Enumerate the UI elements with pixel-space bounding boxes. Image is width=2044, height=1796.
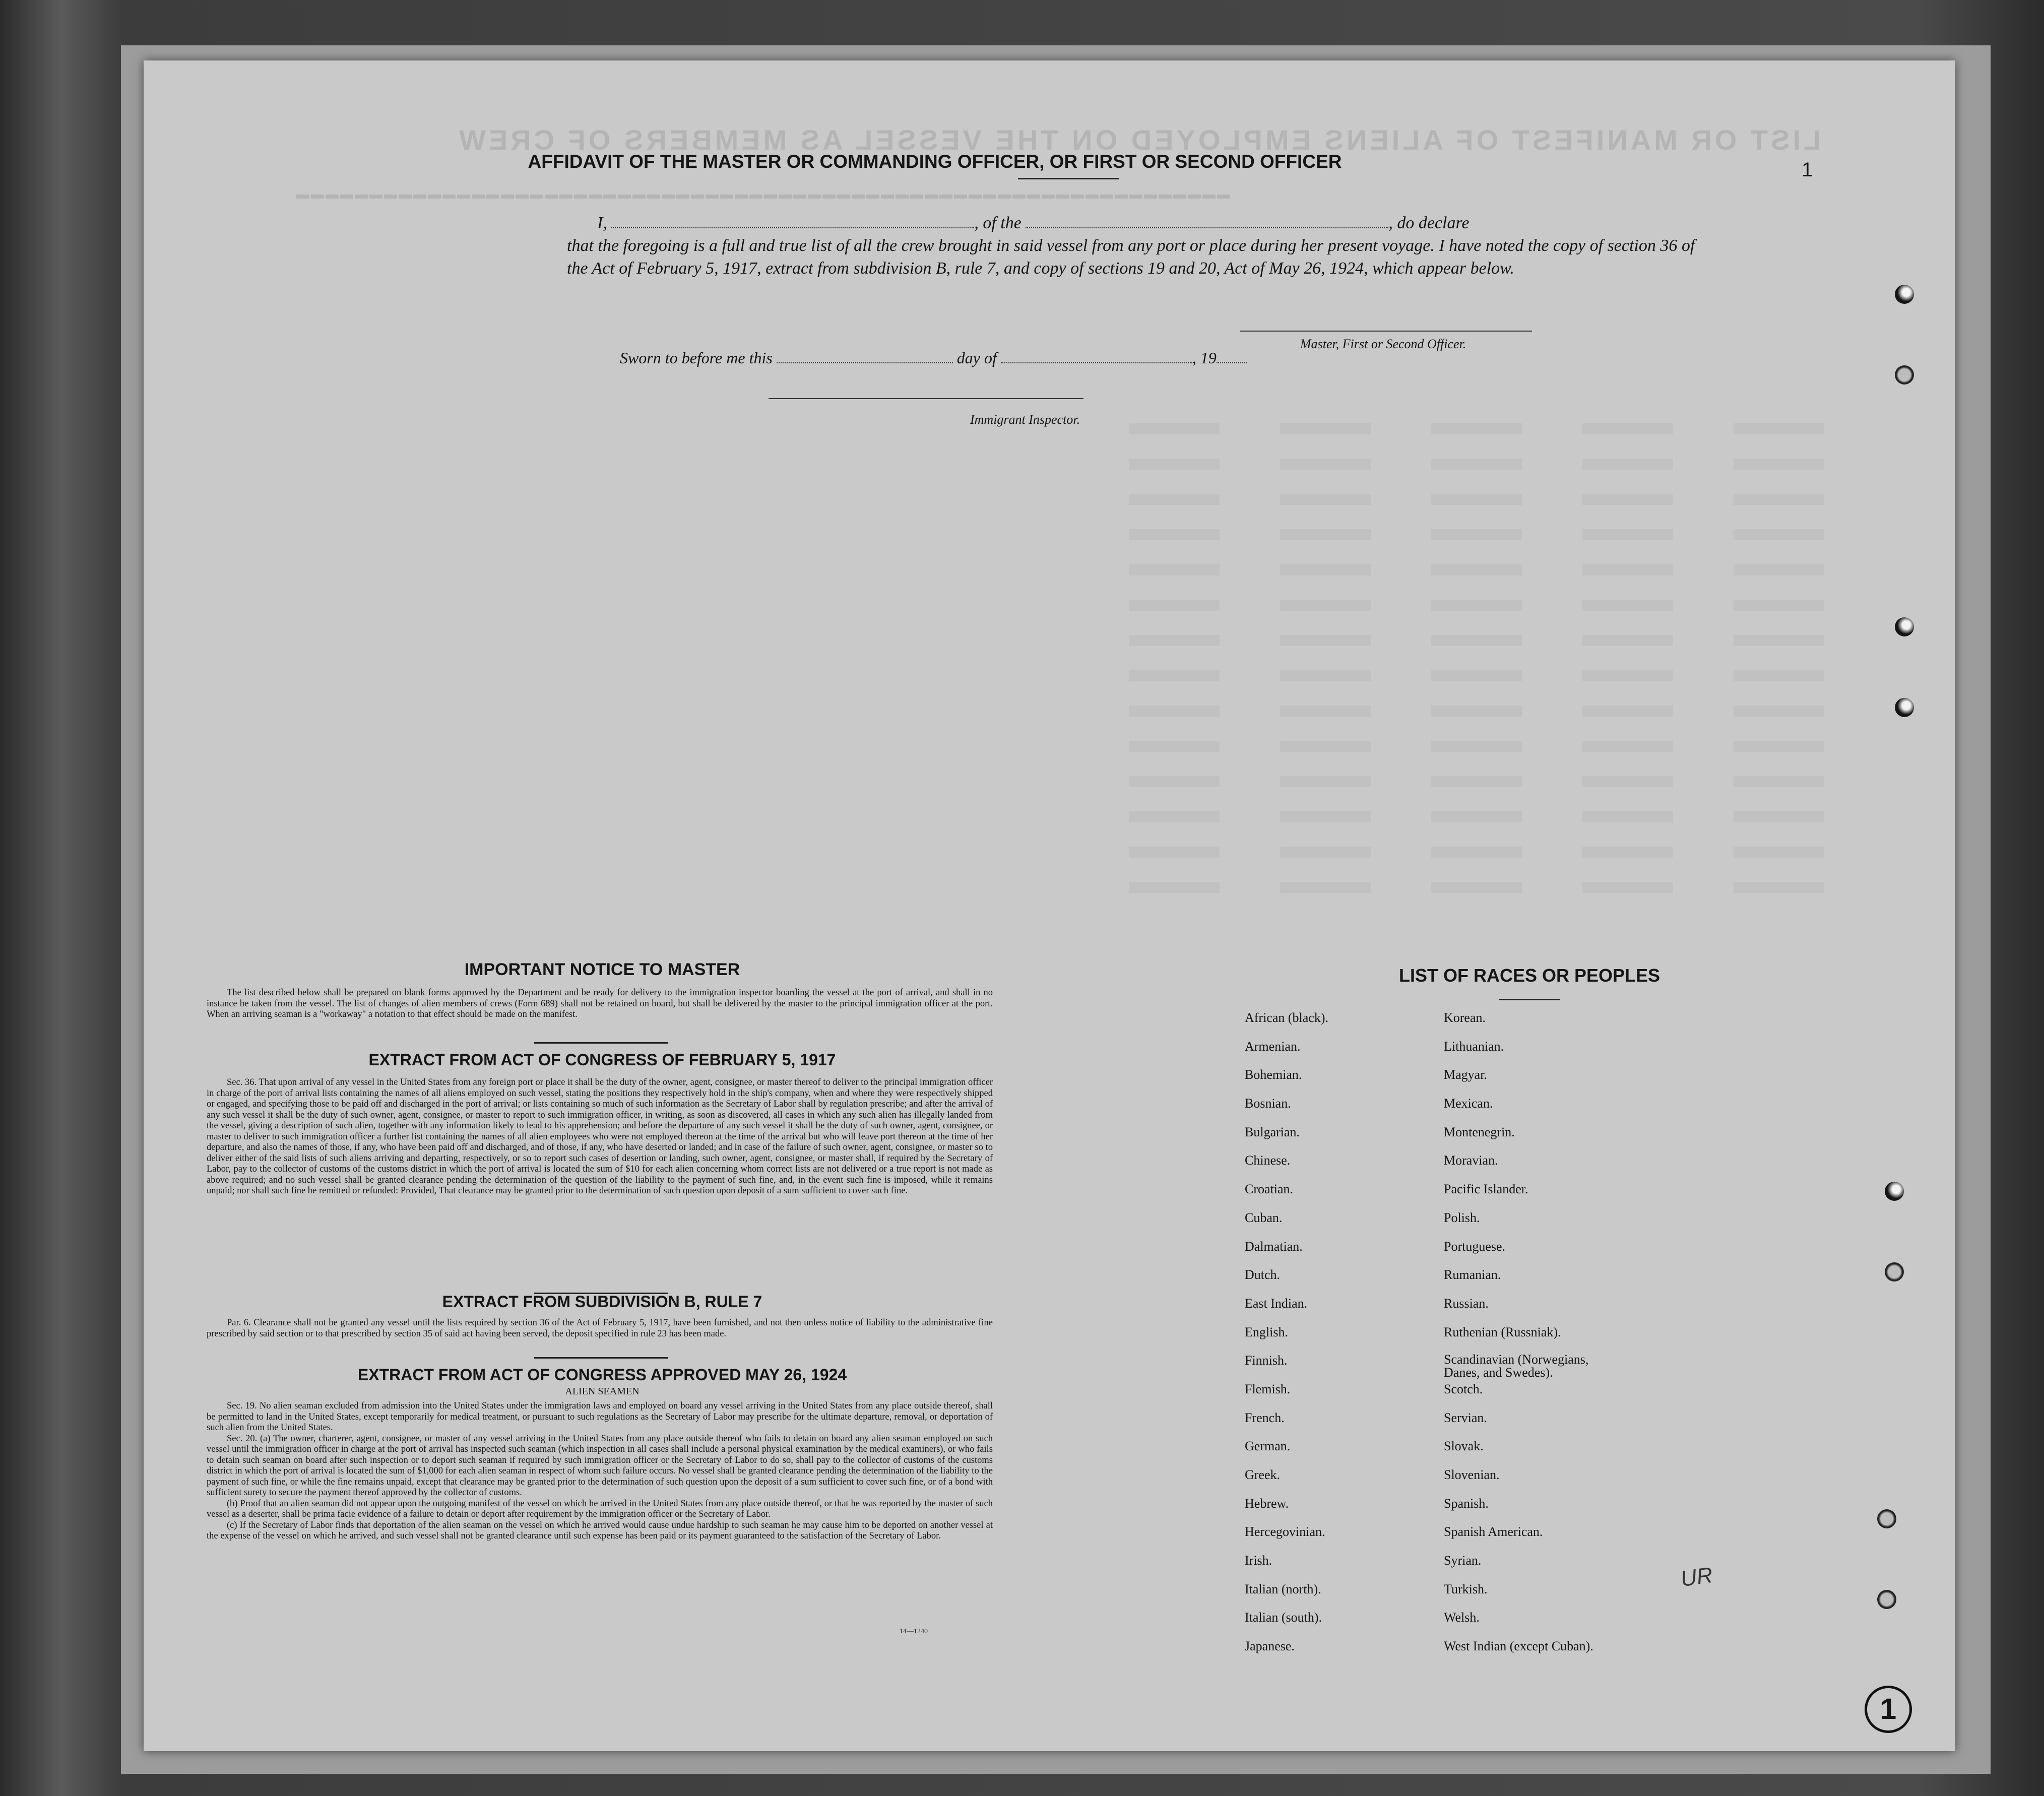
race-item: African (black). [1245, 1010, 1329, 1025]
extract-1917-title: EXTRACT FROM ACT OF CONGRESS OF FEBRUARY 5, 1917 [368, 1051, 836, 1069]
race-item: West Indian (except Cuban). [1444, 1639, 1593, 1654]
extract-rule7-text [207, 1318, 993, 1339]
races-title: LIST OF RACES OR PEOPLES [1398, 965, 1660, 986]
sec20c-paragraph: (c) If the Secretary of Labor finds that deportation of the alien seaman on the vessel on which he arrived would cause undue hardship to such seaman he may cause him to be deported on another vessel at the expense of the vessel on which he arrived, and such vessel shall not be granted clearance until such expense has been paid or its payment guaranteed to the satisfaction of the Secretary of Labor. [207, 1520, 993, 1541]
binder-hole [1895, 617, 1914, 636]
race-item: Welsh. [1444, 1610, 1480, 1625]
race-item: English. [1245, 1324, 1288, 1339]
race-item: French. [1245, 1410, 1285, 1425]
par6-paragraph: Par. 6. Clearance shall not be granted any vessel until the lists required by section 36 of the Act of February 5, 1917, have been furnished, and not then unless notice of liability to the administrative fine prescribed by said section or to that prescribed by section 35 of said act having been served, the deposit specified in rule 23 has been made. [207, 1318, 993, 1339]
race-item: Japanese. [1245, 1639, 1295, 1654]
section-rule [534, 1357, 668, 1359]
sworn-year-field[interactable] [1217, 362, 1247, 363]
section-rule [534, 1042, 668, 1044]
notice-text [207, 988, 993, 1020]
race-item: Italian (north). [1245, 1581, 1321, 1596]
sec20a-paragraph: Sec. 20. (a) The owner, charterer, agent, consignee, or master of any vessel arriving in the United States from any place outside thereof who fails to detain on board any alien seaman employed on such vessel until the immigration officer in charge at the port of arrival has inspected such seaman (which inspection in all cases shall include a personal physical examination by the medical examiners), or who fails to detain such seaman on board after such inspection or to deport such seaman if required by such immigration officer or the Secretary of Labor to do so, shall pay to the collector of customs of the customs district in which the port of arrival is located the sum of $1,000 for each alien seaman in respect of whom such failure occurs. No vessel shall be granted clearance pending the determination of the liability to the payment of such fine, or while the fine remains unpaid, except that clearance may be granted prior to the determination of such question upon the deposit of a sum sufficient to cover such fine, or of a bond with sufficient surety to secure the payment thereof approved by the collector of customs. [207, 1433, 993, 1498]
race-item: Slovenian. [1444, 1467, 1500, 1482]
sworn-day-of: day of [956, 349, 997, 367]
binder-hole [1885, 1262, 1904, 1281]
notice-title: IMPORTANT NOTICE TO MASTER [464, 960, 740, 979]
extract-1924-title: EXTRACT FROM ACT OF CONGRESS APPROVED MAY 26, 1924 [357, 1366, 847, 1384]
race-item: Dutch. [1245, 1267, 1281, 1282]
bleed-through-line: ▬▬▬▬▬▬▬▬▬▬▬▬▬▬▬▬▬▬▬▬▬▬▬▬▬▬▬▬▬▬▬▬▬▬▬▬▬▬▬▬▬▬▬▬▬▬▬▬▬▬▬▬▬▬▬▬▬▬▬▬▬▬▬▬ [295, 186, 1230, 202]
race-item: Bohemian. [1245, 1067, 1302, 1082]
inspector-label: Immigrant Inspector. [970, 412, 1080, 427]
binder-hole [1895, 285, 1914, 304]
race-item: Scotch. [1444, 1381, 1483, 1396]
title-rule [1018, 178, 1119, 179]
race-item: Magyar. [1444, 1067, 1487, 1082]
race-item: Rumanian. [1444, 1267, 1501, 1282]
race-item: Dalmatian. [1245, 1239, 1303, 1254]
race-item: Portuguese. [1444, 1239, 1506, 1254]
race-item: Italian (south). [1245, 1610, 1322, 1625]
binder-hole [1877, 1590, 1896, 1609]
notice-paragraph: The list described below shall be prepared on blank forms approved by the Department and be ready for delivery to the immigration inspector boarding the vessel at the port of arrival, and shall in no instance be taken from the vessel. The list of changes of alien members of crews (Form 689) shall not be retained on board, but shall be delivered by the master to the principal immigration officer at the port. When an arriving seaman is a "workaway" a notation to that effect should be made on the manifest. [207, 988, 993, 1019]
race-item: Spanish American. [1444, 1524, 1543, 1540]
races-rule [1499, 999, 1560, 1000]
race-item: Bosnian. [1245, 1096, 1291, 1111]
race-item: Croatian. [1245, 1182, 1294, 1197]
race-item: Greek. [1245, 1467, 1281, 1482]
master-label: Master, First or Second Officer. [1300, 337, 1466, 351]
race-item: Irish. [1245, 1553, 1272, 1568]
race-item: Ruthenian (Russniak). [1444, 1324, 1561, 1339]
sworn-line [620, 349, 1247, 367]
inspector-signature-line[interactable] [769, 398, 1083, 399]
binder-hole [1895, 698, 1914, 717]
extract-1917-text [207, 1077, 993, 1197]
race-item: Flemish. [1245, 1381, 1291, 1396]
race-item: Russian. [1444, 1296, 1489, 1311]
race-item: Cuban. [1245, 1210, 1283, 1225]
race-item: Mexican. [1444, 1096, 1493, 1111]
races-column-2 [1444, 1010, 1625, 1667]
sworn-day-field[interactable] [777, 362, 953, 363]
manifest-page [144, 60, 1955, 1751]
race-item: Servian. [1444, 1410, 1487, 1425]
bleed-through-title: LIST OR MANIFEST OF ALIENS EMPLOYED ON THE VESSEL AS MEMBERS OF CREW [456, 124, 1821, 156]
race-item: Moravian. [1444, 1153, 1498, 1168]
race-item: Pacific Islander. [1444, 1182, 1528, 1197]
master-signature-line[interactable] [1240, 331, 1532, 332]
vessel-prefix: , of the [974, 214, 1021, 232]
binder-hole [1895, 365, 1914, 384]
race-item: Finnish. [1245, 1353, 1288, 1368]
race-item: Scandinavian (Norwegians, Danes, and Swedes). [1444, 1352, 1589, 1380]
handwritten-initials: UR [1679, 1562, 1714, 1592]
sworn-prefix: Sworn to before me this [620, 349, 773, 367]
race-item: Spanish. [1444, 1496, 1489, 1511]
sworn-year-prefix: , 19 [1192, 349, 1217, 367]
declaration-line [567, 212, 1711, 234]
race-item: Montenegrin. [1444, 1124, 1515, 1139]
sec20b-paragraph: (b) Proof that an alien seaman did not appear upon the outgoing manifest of the vessel on which he arrived in the United States from any place outside thereof, or that he was reported by the master of such vessel as a deserter, shall be prima facie evidence of a failure to detain or deport after requirement by the immigration officer or the Secretary of Labor. [207, 1498, 993, 1519]
race-item: Slovak. [1444, 1439, 1484, 1454]
sec36-paragraph: Sec. 36. That upon arrival of any vessel in the United States from any foreign port or place it shall be the duty of the owner, agent, consignee, or master thereof to deliver to the principal immigration officer in charge of the port of arrival lists containing the names of all aliens employed on such vessel, stating the positions they respectively hold in the ship's company, when and where they were respectively shipped or engaged, and specifying those to be paid off and discharged in the port of arrival; or lists containing so much of such information as the Secretary of Labor shall by regulation prescribe; and after the arrival of any such vessel it shall be the duty of such owner, agent, consignee, or master to report to such immigration officer, in writing, as soon as discovered, all cases in which any such alien has illegally landed from the vessel, giving a description of such alien, together with any information likely to lead to his apprehension; and before the departure of any such vessel it shall be the duty of such owner, agent, consignee, or master to deliver to such immigration officer a further list containing the names of all alien employees who were not employed thereon at the time of the arrival but who will leave port thereon at the time of her departure, and also the names of those, if any, who have been paid off and discharged, and of those, if any, who have deserted or landed; and in case of the failure of such owner, agent, consignee, or master so to deliver either of the said lists of such aliens arriving and departing, respectively, or so to report such cases of desertion or landing, such owner, agent, consignee, or master shall, if required by the Secretary of Labor, pay to the collector of customs of the customs district in which the port of arrival is located the sum of $10 for each alien concerning whom correct lists are not delivered or a true report is not made as above required; and no such vessel shall be granted clearance pending the determination of the question of the liability to the payment of such fine, and, in the event such fine is imposed, while it remains unpaid; nor shall such fine be remitted or refunded: Provided, That clearance may be granted prior to the determination of such question upon deposit of a sum sufficient to cover such fine. [207, 1077, 993, 1196]
race-item: Chinese. [1245, 1153, 1291, 1168]
race-item: Polish. [1444, 1210, 1480, 1225]
form-number: 14—1240 [900, 1628, 928, 1635]
declare-suffix: , do declare [1388, 214, 1470, 232]
page-number-circle: 1 [1865, 1686, 1912, 1733]
race-item: Korean. [1444, 1010, 1486, 1025]
race-item: German. [1245, 1439, 1291, 1454]
race-item: Armenian. [1245, 1039, 1301, 1054]
sworn-month-field[interactable] [1001, 362, 1192, 363]
vessel-name-field[interactable] [1026, 227, 1388, 228]
binder-hole [1877, 1509, 1896, 1528]
race-item: Bulgarian. [1245, 1124, 1300, 1139]
extract-rule7-title: EXTRACT FROM SUBDIVISION B, RULE 7 [442, 1293, 762, 1311]
race-item: Turkish. [1444, 1581, 1488, 1596]
binder-hole [1885, 1182, 1904, 1201]
race-item: Lithuanian. [1444, 1039, 1504, 1054]
bleed-through-table [766, 423, 1824, 917]
corner-mark: 1 [1802, 159, 1813, 181]
extract-1924-text [207, 1401, 993, 1542]
affidavit-body [567, 212, 1711, 280]
sec19-paragraph: Sec. 19. No alien seaman excluded from admission into the United States under the immigration laws and employed on board any vessel arriving in the United States from any place outside thereof, shall be permitted to land in the United States, except temporarily for medical treatment, or pursuant to such regulations as the Secretary of Labor may prescribe for the ultimate departure, removal, or deportation of such alien from the United States. [207, 1401, 993, 1433]
declarant-name-field[interactable] [611, 227, 974, 228]
race-item: Hebrew. [1245, 1496, 1289, 1511]
race-item: Syrian. [1444, 1553, 1482, 1568]
race-item: Hercegovinian. [1245, 1524, 1325, 1540]
affidavit-title: AFFIDAVIT OF THE MASTER OR COMMANDING OFFICER, OR FIRST OR SECOND OFFICER [528, 151, 1342, 172]
declarant-prefix: I, [597, 214, 607, 232]
alien-seamen-subtitle: ALIEN SEAMEN [565, 1386, 640, 1397]
race-item: East Indian. [1245, 1296, 1308, 1311]
races-column-1 [1245, 1010, 1328, 1667]
declaration-text: that the foregoing is a full and true list of all the crew brought in said vessel from any port or place during her present voyage. I have noted the copy of section 36 of the Act of February 5, 1917, extract from subdivision B, rule 7, and copy of sections 19 and 20, Act of May 26, 1924, which appear below. [567, 236, 1695, 278]
